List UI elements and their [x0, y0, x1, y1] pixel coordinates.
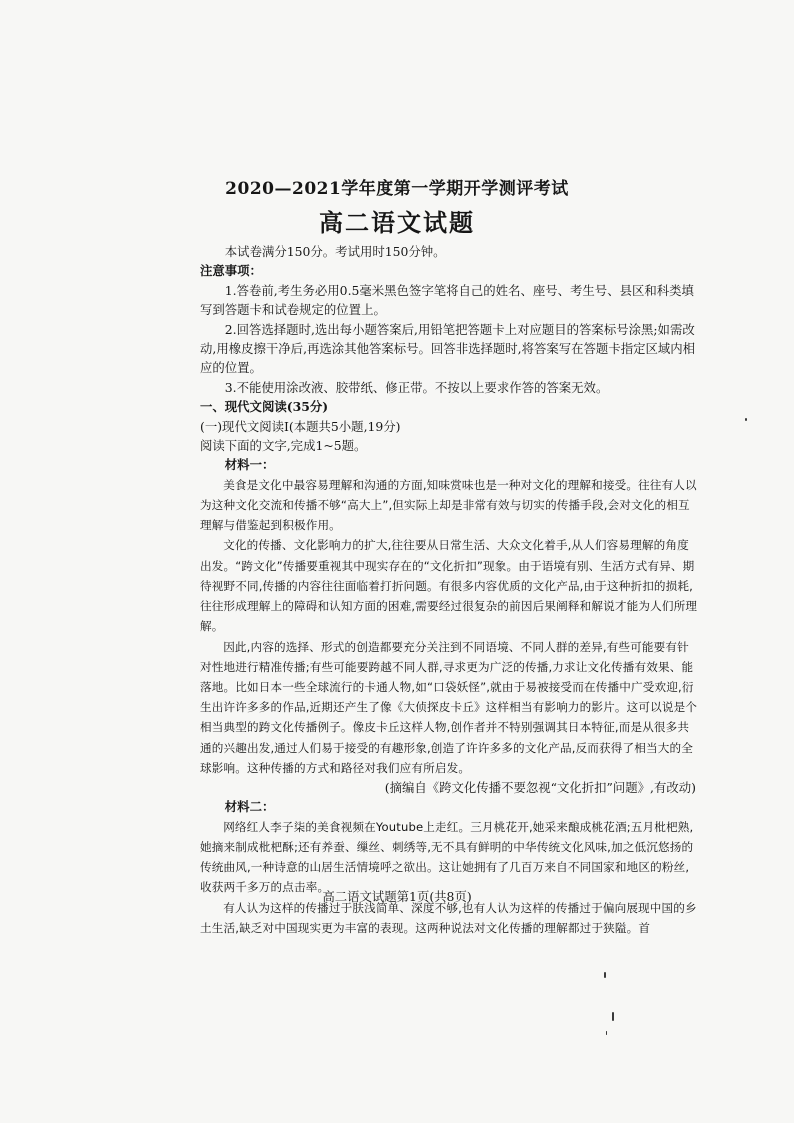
scan-speck [604, 972, 606, 978]
page-footer: 高二语文试题第1页(共8页) [322, 889, 472, 904]
material-source: (摘编自《跨文化传播不要忽视“文化折扣”问题》,有改动) [384, 779, 696, 795]
exam-title: 高二语文试题 [319, 208, 475, 237]
notice-heading: 注意事项： [200, 263, 262, 279]
material-paragraph: 网络红人李子柒的美食视频在Youtube上走红。三月桃花开,她采来酿成桃花酒;五月枇杷熟,她摘来制成枇杷酥;还有养蚕、缫丝、刺绣等,无不具有鲜明的中华传统文化风味,加之低沉悠扬的传统曲风,一种诗意的山居生活情境呼之欲出。这让她拥有了几百万来自不同国家和地区的粉丝,收获两千多万的点击率。 [200, 819, 694, 895]
scan-speck [606, 1031, 607, 1035]
material-label: 材料一： [224, 457, 275, 473]
exam-body [200, 242, 698, 938]
notice-item: 1.答卷前,考生务必用0.5毫米黑色签字笔将自己的姓名、座号、考生号、县区和科类填写到答题卡和试卷规定的位置上。 [200, 282, 694, 318]
material-label: 材料二： [224, 799, 275, 815]
material-paragraph: 文化的传播、文化影响力的扩大,往往要从日常生活、大众文化着手,从人们容易理解的角度出发。“跨文化”传播要重视其中现实存在的“文化折扣”现象。由于语境有别、生活方式有异、期待视野不同,传播的内容往往面临着打折问题。有很多内容优质的文化产品,由于这种折扣的损耗,往往形成理解上的障碍和认知方面的困难,需要经过很复杂的前因后果阐释和解说才能为人们所理解。 [200, 538, 698, 634]
scan-speck [612, 1012, 614, 1021]
scan-speck [745, 418, 747, 421]
exam-intro: 本试卷满分150分。考试用时150分钟。 [224, 244, 446, 259]
notice-item: 3.不能使用涂改液、胶带纸、修正带。不按以上要求作答的答案无效。 [224, 379, 609, 395]
material-paragraph: 因此,内容的选择、形式的创造都要充分关注到不同语境、不同人群的差异,有些可能要有针对性地进行精准传播;有些可能要跨越不同人群,寻求更为广泛的传播,力求让文化传播有效果、能落地。比如日本一些全球流行的卡通人物,如“口袋妖怪”,就由于易被接受而在传播中广受欢迎,衍生出许许多多的作品,近期还产生了像《大侦探皮卡丘》这样相当有影响力的影片。这可以说是个相当典型的跨文化传播例子。像皮卡丘这样人物,创作者并不特别强调其日本特征,而是从很多共通的兴趣出发,通过人们易于接受的有趣形象,创造了许许多多的文化产品,反而获得了相当大的全球影响。这种传播的方式和路径对我们应有所启发。 [200, 639, 698, 775]
material-paragraph: 美食是文化中最容易理解和沟通的方面,知味赏味也是一种对文化的理解和接受。往往有人以为这种文化交流和传播不够“高大上”,但实际上却是非常有效与切实的传播手段,会对文化的相互理解与借鉴起到积极作用。 [200, 477, 697, 533]
material-paragraph: 有人认为这样的传播过于肤浅简单、深度不够,也有人认为这样的传播过于偏向展现中国的乡土生活,缺乏对中国现实更为丰富的表现。这两种说法对文化传播的理解都过于狭隘。首 [200, 900, 697, 935]
section-heading: 一、现代文阅读(35分) [200, 399, 329, 415]
section-sub-heading: (一)现代文阅读Ⅰ(本题共5小题,19分) [200, 418, 401, 434]
exam-subtitle: 2020—2021学年度第一学期开学测评考试 [225, 179, 569, 199]
notice-item: 2.回答选择题时,选出每小题答案后,用铅笔把答题卡上对应题目的答案标号涂黑;如需改动,用橡皮擦干净后,再选涂其他答案标号。回答非选择题时,将答案写在答题卡指定区域内相应的位置。 [200, 321, 696, 376]
section-instruction: 阅读下面的文字,完成1~5题。 [200, 438, 367, 454]
